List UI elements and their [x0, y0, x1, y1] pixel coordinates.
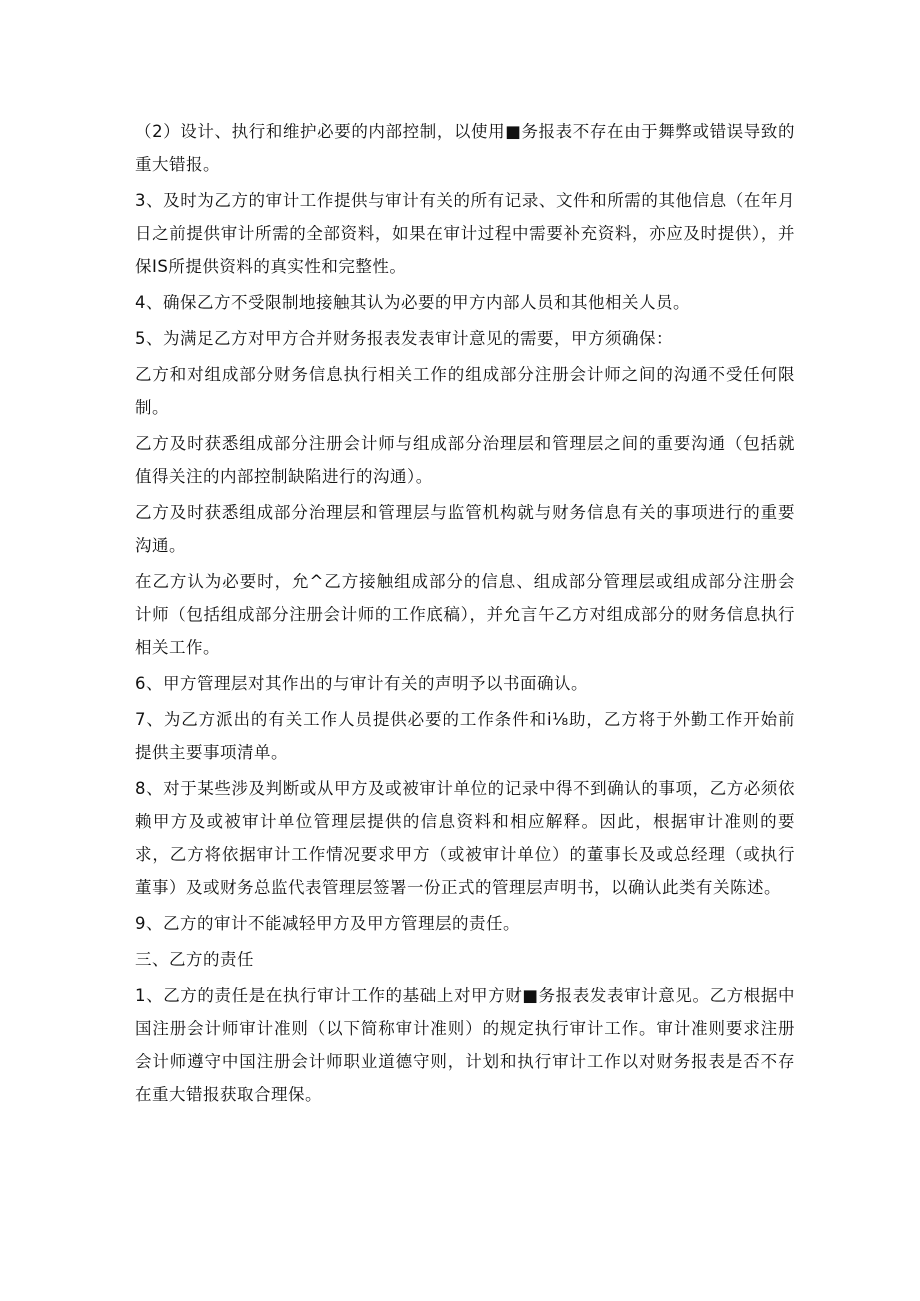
paragraph-regulator-communication: 乙方及时获悉组成部分治理层和管理层与监管机构就与财务信息有关的事项进行的重要沟通。	[135, 503, 795, 555]
paragraph-item-5: 5、为满足乙方对甲方合并财务报表发表审计意见的需要，甲方须确保：	[135, 329, 673, 348]
paragraph-item-3: 3、及时为乙方的审计工作提供与审计有关的所有记录、文件和所需的其他信息（在年月日之前提供审计所需的全部资料，如果在审计过程中需要补充资料，亦应及时提供），并保IS所提供资料的真实性和完整性。	[135, 191, 795, 276]
section-heading-party-b-responsibility: 三、乙方的责任	[135, 950, 254, 969]
document-body	[135, 115, 795, 1114]
paragraph-item-6: 6、甲方管理层对其作出的与审计有关的声明予以书面确认。	[135, 674, 588, 693]
paragraph-item-7: 7、为乙方派出的有关工作人员提供必要的工作条件和i⅛助，乙方将于外勤工作开始前提供主要事项清单。	[135, 710, 795, 762]
paragraph-item-9: 9、乙方的审计不能减轻甲方及甲方管理层的责任。	[135, 914, 520, 933]
paragraph-item-8: 8、对于某些涉及判断或从甲方及或被审计单位的记录中得不到确认的事项，乙方必须依赖甲方及或被审计单位管理层提供的信息资料和相应解释。因此，根据审计准则的要求，乙方将依据审计工作情况要求甲方（或被审计单位）的董事长及或总经理（或执行董事）及或财务总监代表管理层签署一份正式的管理层声明书，以确认此类有关陈述。	[135, 779, 795, 897]
paragraph-component-access: 在乙方认为必要时，允^乙方接触组成部分的信息、组成部分管理层或组成部分注册会计师（包括组成部分注册会计师的工作底稿），并允言午乙方对组成部分的财务信息执行相关工作。	[135, 572, 795, 657]
paragraph-component-communication: 乙方和对组成部分财务信息执行相关工作的组成部分注册会计师之间的沟通不受任何限制。	[135, 365, 795, 417]
paragraph-component-cpa-communication: 乙方及时获悉组成部分注册会计师与组成部分治理层和管理层之间的重要沟通（包括就值得关注的内部控制缺陷进行的沟通）。	[135, 434, 795, 486]
paragraph-item-4: 4、确保乙方不受限制地接触其认为必要的甲方内部人员和其他相关人员。	[135, 293, 690, 312]
paragraph-internal-control: （2）设计、执行和维护必要的内部控制，以使用■务报表不存在由于舞弊或错误导致的重大错报。	[135, 122, 795, 174]
paragraph-party-b-item-1: 1、乙方的责任是在执行审计工作的基础上对甲方财■务报表发表审计意见。乙方根据中国注册会计师审计准则（以下简称审计准则）的规定执行审计工作。审计准则要求注册会计师遵守中国注册会计师职业道德守则，计划和执行审计工作以对财务报表是否不存在重大错报获取合理保。	[135, 986, 795, 1104]
